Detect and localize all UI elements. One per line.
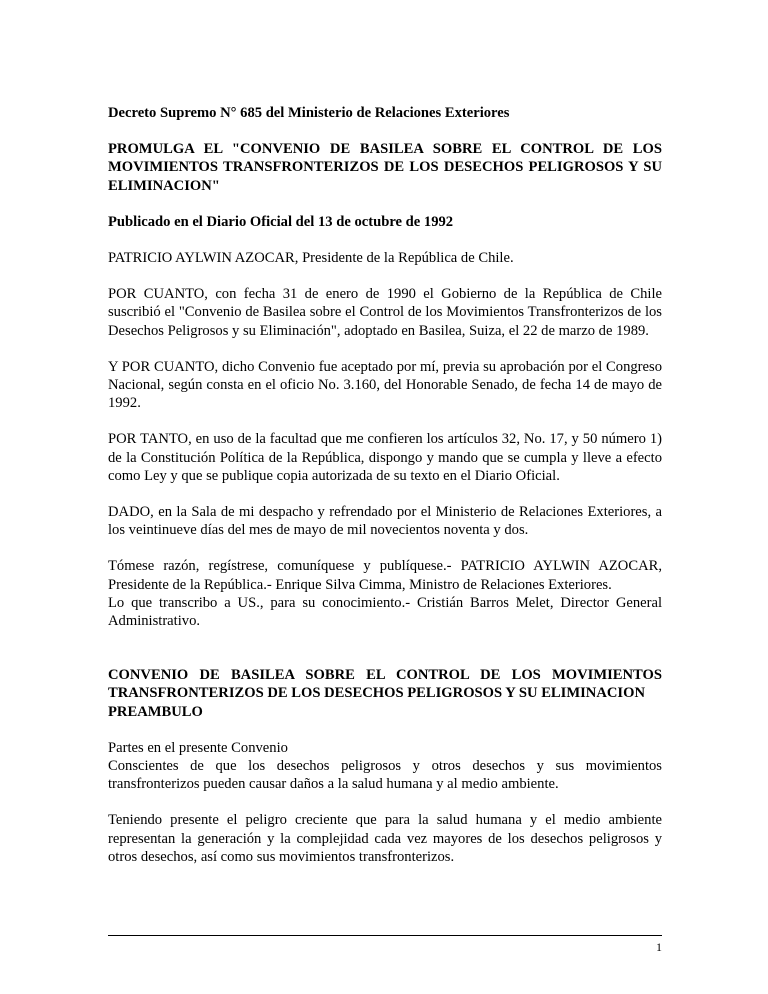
decree-title: Decreto Supremo N° 685 del Ministerio de Relaciones Exteriores <box>108 105 510 121</box>
preambulo-heading: PREAMBULO <box>108 703 203 720</box>
promulga-heading: PROMULGA EL "CONVENIO DE BASILEA SOBRE EL CONTROL DE LOS MOVIMIENTOS TRANSFRONTERIZOS DE LOS DESECHOS PELIGROSOS Y SU ELIMINACION" <box>108 141 662 194</box>
publication-note: Publicado en el Diario Oficial del 13 de octubre de 1992 <box>108 213 454 230</box>
document-page <box>108 104 662 866</box>
paragraph-transcribo: Lo que transcribo a US., para su conocimiento.- Cristián Barros Melet, Director General Administrativo. <box>108 594 662 630</box>
paragraph-por-tanto: POR TANTO, en uso de la facultad que me confieren los artículos 32, No. 17, y 50 número 1) de la Constitución Política de la República, dispongo y mando que se cumpla y lleve a efecto como Ley y que se publique copia autorizada de su texto en el Diario Oficial. <box>108 431 662 484</box>
paragraph-y-por-cuanto: Y POR CUANTO, dicho Convenio fue aceptado por mí, previa su aprobación por el Congreso Nacional, según consta en el oficio No. 3.160, del Honorable Senado, de fecha 14 de mayo de 1992. <box>108 358 662 412</box>
paragraph-dado: DADO, en la Sala de mi despacho y refrendado por el Ministerio de Relaciones Exteriores, a los veintinueve días del mes de mayo de mil novecientos noventa y dos. <box>108 504 662 539</box>
paragraph-tomese: Tómese razón, regístrese, comuníquese y publíquese.- PATRICIO AYLWIN AZOCAR, Presidente de la República.- Enrique Silva Cimma, Ministro de Relaciones Exteriores. <box>108 558 662 593</box>
partes-line: Partes en el presente Convenio <box>108 739 288 756</box>
paragraph-conscientes: Conscientes de que los desechos peligrosos y otros desechos y sus movimientos transfronterizos pueden causar daños a la salud humana y al medio ambiente. <box>108 758 662 793</box>
page-number: 1 <box>656 940 662 954</box>
paragraph-teniendo: Teniendo presente el peligro creciente que para la salud humana y el medio ambiente representan la generación y la complejidad cada vez mayores de los desechos peligrosos y otros desechos, así como sus movimientos transfronterizos. <box>108 812 662 865</box>
president-line: PATRICIO AYLWIN AZOCAR, Presidente de la República de Chile. <box>108 250 514 267</box>
footer-divider <box>108 935 662 936</box>
paragraph-por-cuanto: POR CUANTO, con fecha 31 de enero de 1990 el Gobierno de la República de Chile suscribió el "Convenio de Basilea sobre el Control de los Movimientos Transfronterizos de los Desechos Peligrosos y su Eliminación", adoptado en Basilea, Suiza, el 22 de marzo de 1989. <box>108 286 662 339</box>
convenio-heading: CONVENIO DE BASILEA SOBRE EL CONTROL DE LOS MOVIMIENTOS TRANSFRONTERIZOS DE LOS DESECHOS PELIGROSOS Y SU ELIMINACION <box>108 667 662 702</box>
